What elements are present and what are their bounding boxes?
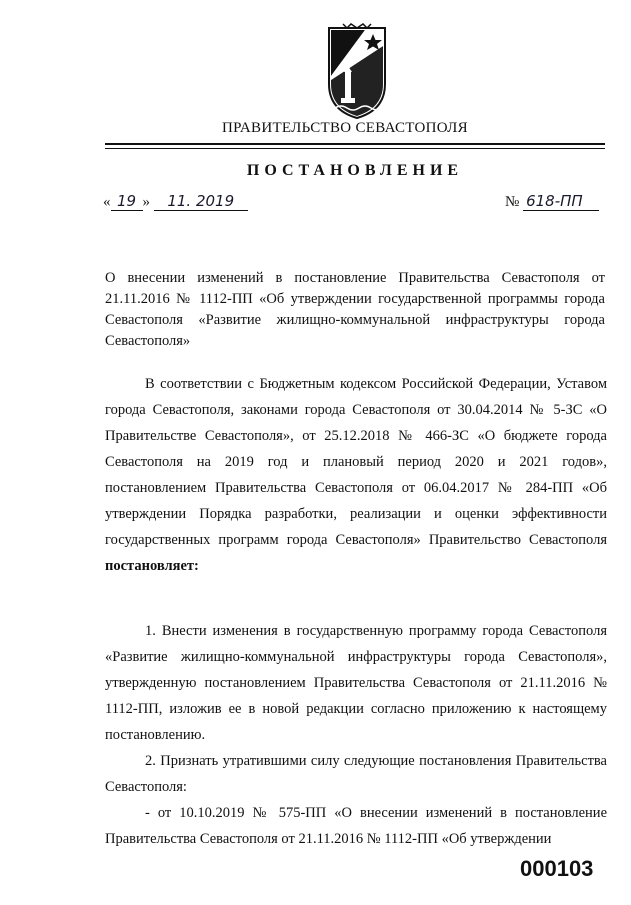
page-serial-number: 000103 <box>520 856 594 881</box>
document-heading: О внесении изменений в постановление Правительства Севастополя от 21.11.2016 № 1112-ПП «Об утверждении государственной программы города Севастополя «Развитие жилищно-коммунальной инфраструктуры города Севастополя» <box>105 270 605 349</box>
item-1: 1. Внести изменения в государственную программу города Севастополя «Развитие жилищно-коммунальной инфраструктуры города Севастополя», утвержденную постановлением Правительства Севастополя от 21.11.2016 № 1112-ПП, изложив ее в новой редакции согласно приложению к настоящему постановлению. <box>105 623 607 743</box>
date-line <box>103 192 248 211</box>
number-line <box>505 192 599 211</box>
date-open-quote: « <box>103 194 111 210</box>
date-close-quote: » <box>142 194 150 210</box>
header-rule-thin <box>105 148 605 149</box>
item-2-sub: - от 10.10.2019 № 575-ПП «О внесении изменений в постановление Правительства Севастополя от 21.11.2016 № 1112-ПП «Об утверждении <box>105 805 607 847</box>
date-day: 19 <box>111 192 143 211</box>
government-title: ПРАВИТЕЛЬСТВО СЕВАСТОПОЛЯ <box>222 120 468 136</box>
sevastopol-coat-of-arms-icon <box>325 22 389 122</box>
preamble-text: В соответствии с Бюджетным кодексом Российской Федерации, Уставом города Севастополя, законами города Севастополя от 30.04.2014 № 5-ЗС «О Правительстве Севастополя», от 25.12.2018 № 466-ЗС «О бюджете города Севастополя на 2019 год и плановый период 2020 и 2021 годов», постановлением Правительства Севастополя от 06.04.2017 № 284-ПП «Об утверждении Порядка разработки, реализации и оценки эффективности государственных программ города Севастополя» Правительство Севастополя <box>105 376 607 548</box>
document-type: ПОСТАНОВЛЕНИЕ <box>246 162 464 179</box>
item-2: 2. Признать утратившими силу следующие постановления Правительства Севастополя: <box>105 753 607 795</box>
date-month-year: 11. 2019 <box>154 192 248 211</box>
header-rule-thick <box>105 143 605 145</box>
document-number: 618-ПП <box>523 192 599 211</box>
preamble-paragraph <box>105 371 607 579</box>
resolves-word: постановляет: <box>105 558 199 574</box>
number-prefix: № <box>505 194 520 210</box>
